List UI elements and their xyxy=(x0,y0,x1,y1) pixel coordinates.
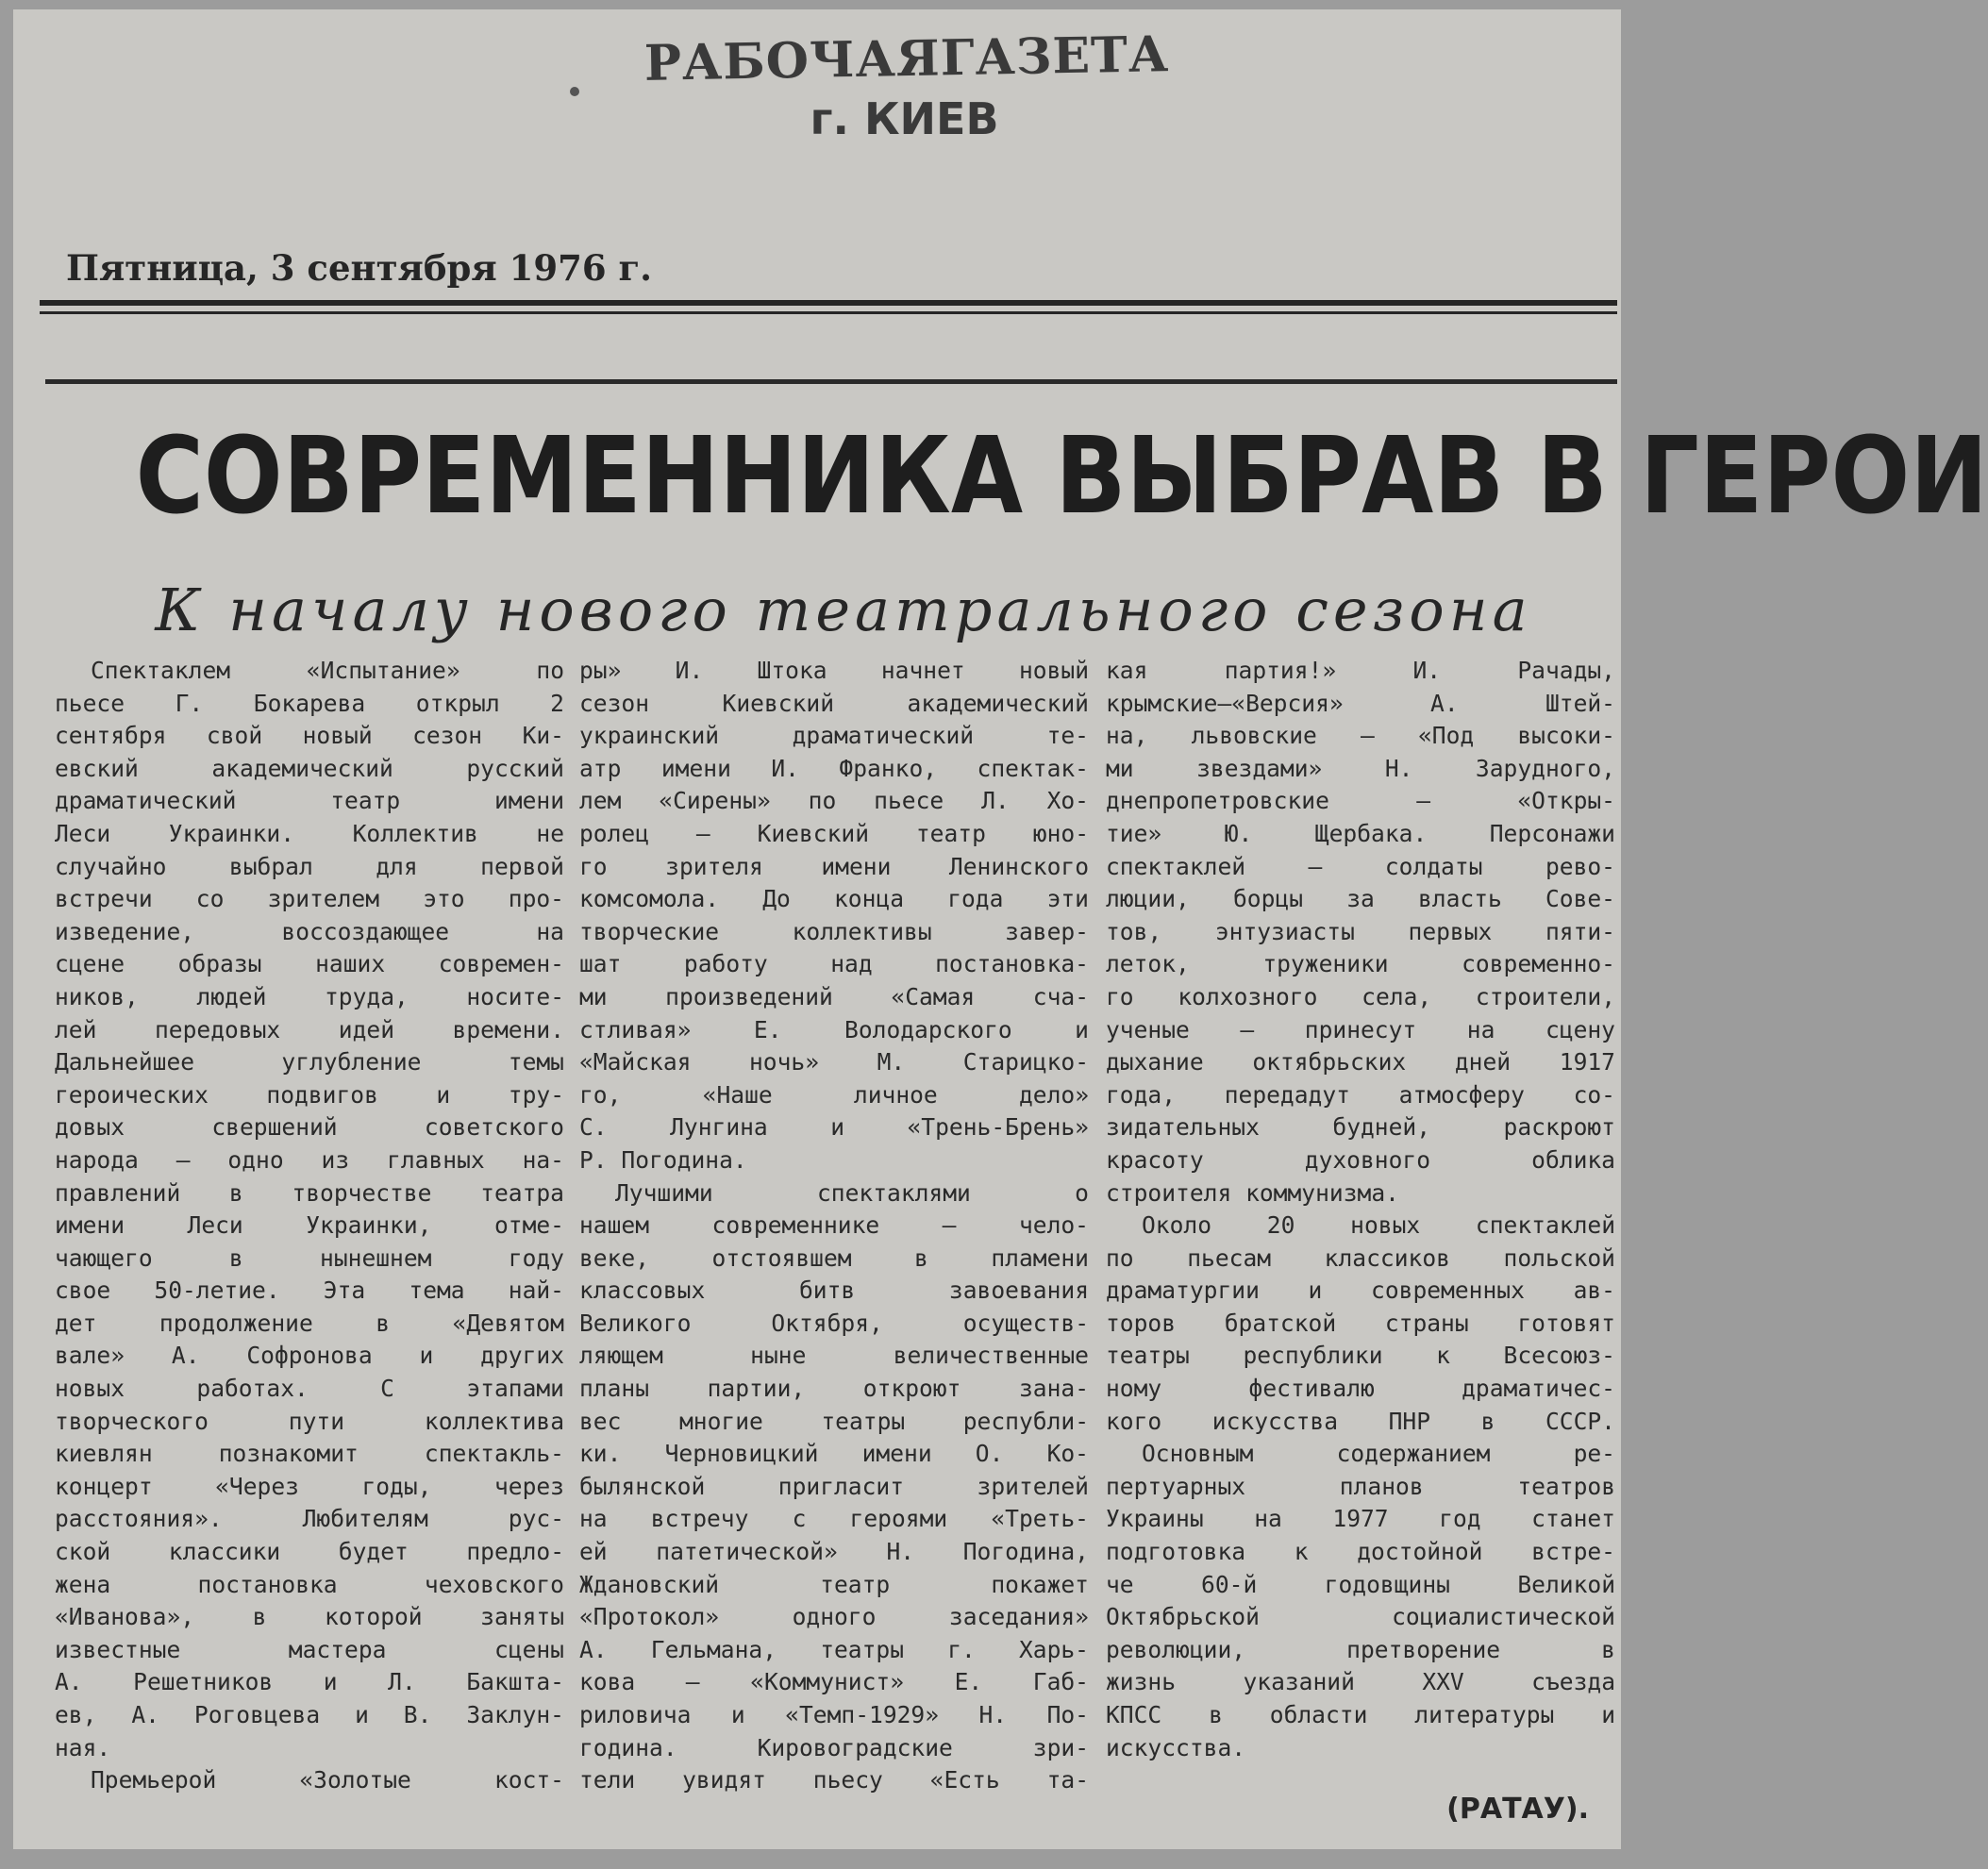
article-line: кая партия!» И. Рачады, xyxy=(1106,657,1615,684)
article-line: Украины на 1977 год станет xyxy=(1106,1505,1615,1533)
article-line: ная. xyxy=(55,1733,111,1761)
article-line: свое 50-летие. Эта тема най- xyxy=(55,1277,564,1305)
article-line: зидательных будней, раскроют xyxy=(1106,1113,1615,1142)
article-line: А. Гельмана, театры г. Харь- xyxy=(579,1635,1089,1663)
article-line: известные мастера сцены xyxy=(55,1635,564,1663)
article-line: ному фестивалю драматичес- xyxy=(1106,1375,1615,1403)
article-line: тели увидят пьесу «Есть та- xyxy=(579,1766,1089,1794)
article-line: «Иванова», в которой заняты xyxy=(55,1603,564,1631)
article-line: творческие коллективы завер- xyxy=(579,917,1089,945)
article-line: ев, А. Роговцева и В. Заклун- xyxy=(55,1701,564,1728)
newspaper-stamp xyxy=(13,25,1621,144)
article-line: имени Леси Украинки, отме- xyxy=(55,1211,564,1240)
article-body xyxy=(42,655,1615,1834)
article-line: Ждановский театр покажет xyxy=(579,1570,1089,1598)
article-line: ей патетической» Н. Погодина, xyxy=(579,1538,1089,1566)
article-line: евский академический русский xyxy=(55,754,564,782)
article-line: Октябрьской социалистической xyxy=(1106,1603,1615,1631)
article-line: го зрителя имени Ленинского xyxy=(579,852,1089,880)
article-line: Основным содержанием ре- xyxy=(1142,1440,1615,1468)
article-line: тов, энтузиасты первых пяти- xyxy=(1106,917,1615,945)
article-line: искусства. xyxy=(1106,1733,1246,1761)
stamp-city: г. КИЕВ xyxy=(810,93,999,144)
article-headline: СОВРЕМЕННИКА ВЫБРАВ В ГЕРОИ xyxy=(135,415,1988,538)
article-line: по пьесам классиков польской xyxy=(1106,1243,1615,1272)
article-line: сентября свой новый сезон Ки- xyxy=(55,722,564,750)
article-line: вале» А. Софронова и других xyxy=(55,1342,564,1370)
article-line: красоту духовного облика xyxy=(1106,1145,1615,1174)
article-line: планы партии, откроют зана- xyxy=(579,1375,1089,1403)
article-line: комсомола. До конца года эти xyxy=(579,885,1089,913)
top-rule-thin xyxy=(40,311,1617,314)
article-line: подготовка к достойной встре- xyxy=(1106,1538,1615,1566)
article-line: ми звездами» Н. Зарудного, xyxy=(1106,754,1615,782)
article-line: шат работу над постановка- xyxy=(579,950,1089,978)
article-line: творческого пути коллектива xyxy=(55,1407,564,1435)
article-line: дет продолжение в «Девятом xyxy=(55,1309,564,1337)
article-line: расстояния». Любителям рус- xyxy=(55,1505,564,1533)
article-line: пьесе Г. Бокарева открыл 2 xyxy=(55,689,564,717)
article-line: встречи со зрителем это про- xyxy=(55,885,564,913)
article-line: го, «Наше личное дело» xyxy=(579,1080,1089,1109)
article-line: нашем современнике — чело- xyxy=(579,1211,1089,1240)
article-line: Лучшими спектаклями о xyxy=(615,1178,1089,1207)
article-line: строителя коммунизма. xyxy=(1106,1178,1399,1207)
article-line: днепропетровские — «Откры- xyxy=(1106,787,1615,815)
article-column-3 xyxy=(1106,655,1615,1764)
article-line: театры республики к Всесоюз- xyxy=(1106,1342,1615,1370)
article-line: КПСС в области литературы и xyxy=(1106,1701,1615,1728)
article-line: новых работах. С этапами xyxy=(55,1375,564,1403)
article-line: довых свершений советского xyxy=(55,1113,564,1142)
article-line: атр имени И. Франко, спектак- xyxy=(579,754,1089,782)
article-line: Леси Украинки. Коллектив не xyxy=(55,819,564,847)
article-line: веке, отстоявшем в пламени xyxy=(579,1243,1089,1272)
article-line: «Майская ночь» М. Старицко- xyxy=(579,1048,1089,1076)
newspaper-clipping xyxy=(13,9,1988,1849)
article-line: спектаклей — солдаты рево- xyxy=(1106,852,1615,880)
article-line: леток, труженики современно- xyxy=(1106,950,1615,978)
ink-dot xyxy=(570,87,579,96)
article-line: го колхозного села, строители, xyxy=(1106,982,1615,1010)
article-line: люции, борцы за власть Сове- xyxy=(1106,885,1615,913)
article-line: Спектаклем «Испытание» по xyxy=(91,657,564,684)
article-line: концерт «Через годы, через xyxy=(55,1472,564,1500)
article-line: ников, людей труда, носите- xyxy=(55,982,564,1010)
article-line: революции, претворение в xyxy=(1106,1635,1615,1663)
article-line: «Протокол» одного заседания» xyxy=(579,1603,1089,1631)
article-line: Дальнейшее углубление темы xyxy=(55,1048,564,1076)
article-line: случайно выбрал для первой xyxy=(55,852,564,880)
article-line: изведение, воссоздающее на xyxy=(55,917,564,945)
top-rule xyxy=(40,300,1617,306)
article-line: година. Кировоградские зри- xyxy=(579,1733,1089,1761)
article-line: Р. Погодина. xyxy=(579,1145,747,1174)
article-line: сцене образы наших современ- xyxy=(55,950,564,978)
article-column-1 xyxy=(55,655,564,1797)
article-line: ры» И. Штока начнет новый xyxy=(579,657,1089,684)
article-line: ской классики будет предло- xyxy=(55,1538,564,1566)
article-line: Около 20 новых спектаклей xyxy=(1142,1211,1615,1240)
article-line: драматургии и современных ав- xyxy=(1106,1277,1615,1305)
article-line: года, передадут атмосферу со- xyxy=(1106,1080,1615,1109)
article-line: тие» Ю. Щербака. Персонажи xyxy=(1106,819,1615,847)
article-line: ролец — Киевский театр юно- xyxy=(579,819,1089,847)
article-line: жизнь указаний XXV съезда xyxy=(1106,1668,1615,1696)
article-line: сезон Киевский академический xyxy=(579,689,1089,717)
stamp-title: РАБОЧАЯГАЗЕТА xyxy=(643,25,1170,92)
headline-rule xyxy=(45,379,1617,384)
article-line: правлений в творчестве театра xyxy=(55,1178,564,1207)
article-line: дыхание октябрьских дней 1917 xyxy=(1106,1048,1615,1076)
article-line: чающего в нынешнем году xyxy=(55,1243,564,1272)
article-subheadline: К началу нового театрального сезона xyxy=(155,576,1532,644)
article-line: лем «Сирены» по пьесе Л. Хо- xyxy=(579,787,1089,815)
article-line: киевлян познакомит спектакль- xyxy=(55,1440,564,1468)
article-line: украинский драматический те- xyxy=(579,722,1089,750)
article-line: вес многие театры республи- xyxy=(579,1407,1089,1435)
article-line: на встречу с героями «Треть- xyxy=(579,1505,1089,1533)
article-line: на, львовские — «Под высоки- xyxy=(1106,722,1615,750)
article-line: жена постановка чеховского xyxy=(55,1570,564,1598)
article-line: торов братской страны готовят xyxy=(1106,1309,1615,1337)
article-line: Премьерой «Золотые кост- xyxy=(91,1766,564,1794)
article-line: риловича и «Темп-1929» Н. По- xyxy=(579,1701,1089,1728)
article-line: народа — одно из главных на- xyxy=(55,1145,564,1174)
article-line: кова — «Коммунист» Е. Габ- xyxy=(579,1668,1089,1696)
date-line: Пятница, 3 сентября 1976 г. xyxy=(66,247,653,289)
news-agency-credit: (РАТАУ). xyxy=(1446,1793,1589,1826)
article-line: стливая» Е. Володарского и xyxy=(579,1015,1089,1043)
article-line: ученые — принесут на сцену xyxy=(1106,1015,1615,1043)
article-line: ми произведений «Самая сча- xyxy=(579,982,1089,1010)
article-line: Великого Октября, осуществ- xyxy=(579,1309,1089,1337)
article-column-2 xyxy=(579,655,1089,1797)
article-line: А. Решетников и Л. Бакшта- xyxy=(55,1668,564,1696)
article-line: былянской пригласит зрителей xyxy=(579,1472,1089,1500)
article-line: кого искусства ПНР в СССР. xyxy=(1106,1407,1615,1435)
article-line: крымские—«Версия» А. Штей- xyxy=(1106,689,1615,717)
article-line: С. Лунгина и «Трень-Брень» xyxy=(579,1113,1089,1142)
article-line: классовых битв завоевания xyxy=(579,1277,1089,1305)
article-line: ляющем ныне величественные xyxy=(579,1342,1089,1370)
article-line: ки. Черновицкий имени О. Ко- xyxy=(579,1440,1089,1468)
article-line: пертуарных планов театров xyxy=(1106,1472,1615,1500)
article-line: лей передовых идей времени. xyxy=(55,1015,564,1043)
article-line: драматический театр имени xyxy=(55,787,564,815)
article-line: героических подвигов и тру- xyxy=(55,1080,564,1109)
article-line: че 60-й годовщины Великой xyxy=(1106,1570,1615,1598)
